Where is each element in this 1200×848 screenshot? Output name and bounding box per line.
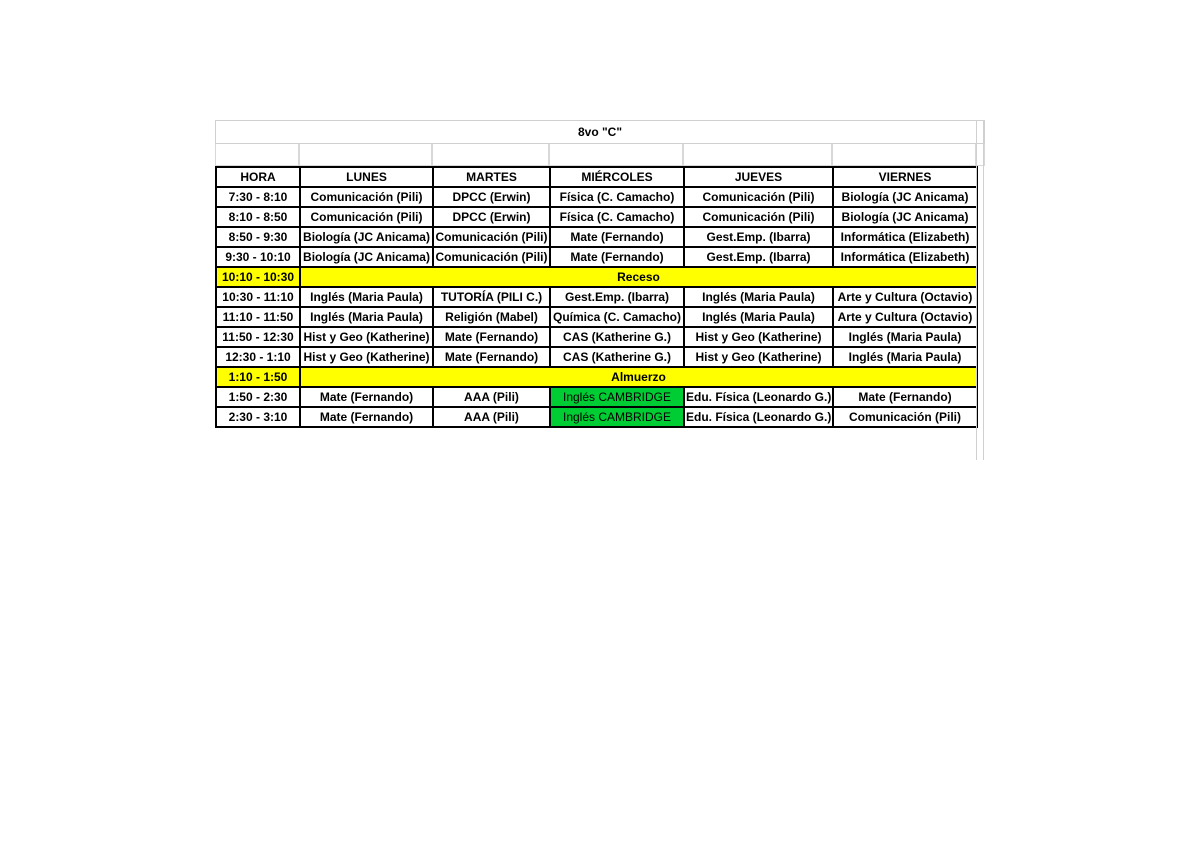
class-cell: Biología (JC Anicama) xyxy=(833,207,977,227)
class-cell: Física (C. Camacho) xyxy=(550,187,684,207)
header-hora: HORA xyxy=(216,167,300,187)
class-cell: CAS (Katherine G.) xyxy=(550,327,684,347)
class-cell: Inglés CAMBRIDGE xyxy=(550,387,684,407)
class-cell: Inglés (Maria Paula) xyxy=(300,287,433,307)
class-cell: Mate (Fernando) xyxy=(833,387,977,407)
schedule-table xyxy=(215,166,978,428)
class-cell: Mate (Fernando) xyxy=(550,247,684,267)
time-cell: 10:30 - 11:10 xyxy=(216,287,300,307)
table-row xyxy=(216,287,977,307)
time-cell: 7:30 - 8:10 xyxy=(216,187,300,207)
time-cell: 10:10 - 10:30 xyxy=(216,267,300,287)
table-row xyxy=(216,247,977,267)
class-cell: Química (C. Camacho) xyxy=(550,307,684,327)
class-cell: Inglés CAMBRIDGE xyxy=(550,407,684,427)
table-row xyxy=(216,307,977,327)
time-cell: 8:10 - 8:50 xyxy=(216,207,300,227)
class-cell: Arte y Cultura (Octavio) xyxy=(833,307,977,327)
class-cell: TUTORÍA (PILI C.) xyxy=(433,287,550,307)
schedule-sheet xyxy=(215,120,985,428)
class-cell: AAA (Pili) xyxy=(433,387,550,407)
class-cell: Gest.Emp. (Ibarra) xyxy=(684,247,833,267)
class-cell: DPCC (Erwin) xyxy=(433,187,550,207)
class-cell: Mate (Fernando) xyxy=(550,227,684,247)
class-cell: AAA (Pili) xyxy=(433,407,550,427)
class-cell: Comunicación (Pili) xyxy=(684,207,833,227)
table-row xyxy=(216,407,977,427)
table-row xyxy=(216,387,977,407)
class-cell: Informática (Elizabeth) xyxy=(833,227,977,247)
class-cell: Comunicación (Pili) xyxy=(300,187,433,207)
header-viernes: VIERNES xyxy=(833,167,977,187)
time-cell: 11:10 - 11:50 xyxy=(216,307,300,327)
class-cell: Inglés (Maria Paula) xyxy=(833,347,977,367)
schedule-title: 8vo "C" xyxy=(215,120,985,144)
table-row xyxy=(216,347,977,367)
header-martes: MARTES xyxy=(433,167,550,187)
break-label: Almuerzo xyxy=(300,367,977,387)
table-row xyxy=(216,327,977,347)
class-cell: Física (C. Camacho) xyxy=(550,207,684,227)
class-cell: Inglés (Maria Paula) xyxy=(300,307,433,327)
class-cell: Edu. Física (Leonardo G.) xyxy=(684,407,833,427)
class-cell: Arte y Cultura (Octavio) xyxy=(833,287,977,307)
class-cell: DPCC (Erwin) xyxy=(433,207,550,227)
header-miercoles: MIÉRCOLES xyxy=(550,167,684,187)
schedule-body xyxy=(216,187,977,427)
header-jueves: JUEVES xyxy=(684,167,833,187)
time-cell: 8:50 - 9:30 xyxy=(216,227,300,247)
class-cell: Edu. Física (Leonardo G.) xyxy=(684,387,833,407)
class-cell: Comunicación (Pili) xyxy=(833,407,977,427)
class-cell: Hist y Geo (Katherine) xyxy=(300,347,433,367)
break-row xyxy=(216,267,977,287)
class-cell: Comunicación (Pili) xyxy=(433,227,550,247)
table-row xyxy=(216,187,977,207)
header-lunes: LUNES xyxy=(300,167,433,187)
class-cell: Mate (Fernando) xyxy=(300,387,433,407)
class-cell: Informática (Elizabeth) xyxy=(833,247,977,267)
class-cell: Mate (Fernando) xyxy=(433,347,550,367)
class-cell: Comunicación (Pili) xyxy=(433,247,550,267)
time-cell: 2:30 - 3:10 xyxy=(216,407,300,427)
header-row xyxy=(216,167,977,187)
class-cell: Comunicación (Pili) xyxy=(300,207,433,227)
class-cell: Hist y Geo (Katherine) xyxy=(300,327,433,347)
class-cell: Religión (Mabel) xyxy=(433,307,550,327)
sheet-right-edge xyxy=(976,120,984,460)
class-cell: Gest.Emp. (Ibarra) xyxy=(550,287,684,307)
blank-spacer-row xyxy=(215,144,985,166)
break-label: Receso xyxy=(300,267,977,287)
class-cell: Mate (Fernando) xyxy=(300,407,433,427)
time-cell: 9:30 - 10:10 xyxy=(216,247,300,267)
class-cell: Hist y Geo (Katherine) xyxy=(684,347,833,367)
class-cell: Biología (JC Anicama) xyxy=(300,227,433,247)
table-row xyxy=(216,207,977,227)
class-cell: Comunicación (Pili) xyxy=(684,187,833,207)
class-cell: Biología (JC Anicama) xyxy=(300,247,433,267)
time-cell: 12:30 - 1:10 xyxy=(216,347,300,367)
class-cell: Biología (JC Anicama) xyxy=(833,187,977,207)
time-cell: 11:50 - 12:30 xyxy=(216,327,300,347)
class-cell: Hist y Geo (Katherine) xyxy=(684,327,833,347)
break-row xyxy=(216,367,977,387)
table-row xyxy=(216,227,977,247)
class-cell: Inglés (Maria Paula) xyxy=(684,287,833,307)
class-cell: Inglés (Maria Paula) xyxy=(684,307,833,327)
time-cell: 1:10 - 1:50 xyxy=(216,367,300,387)
class-cell: CAS (Katherine G.) xyxy=(550,347,684,367)
class-cell: Inglés (Maria Paula) xyxy=(833,327,977,347)
class-cell: Gest.Emp. (Ibarra) xyxy=(684,227,833,247)
class-cell: Mate (Fernando) xyxy=(433,327,550,347)
time-cell: 1:50 - 2:30 xyxy=(216,387,300,407)
